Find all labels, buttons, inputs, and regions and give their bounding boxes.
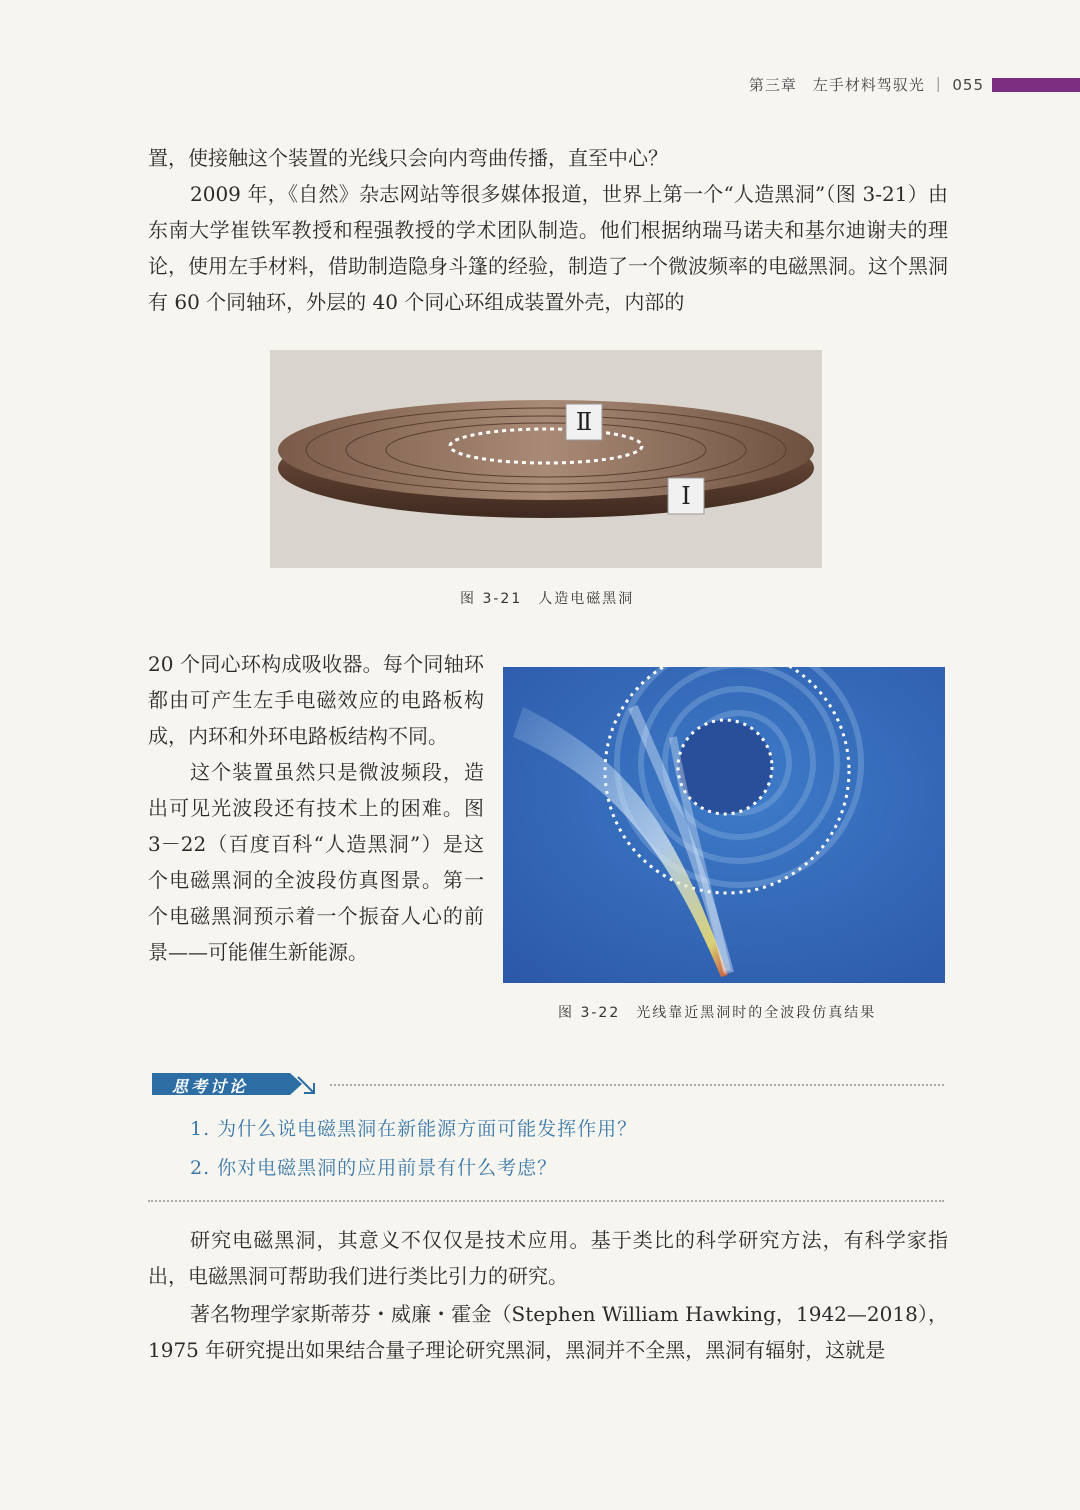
side-text-block <box>148 646 484 970</box>
divider-bottom <box>148 1200 944 1202</box>
paragraph-1: 置，使接触这个装置的光线只会向内弯曲传播，直至中心？ <box>148 146 668 170</box>
figure-3-22-caption: 图 3-22 光线靠近黑洞时的全波段仿真结果 <box>558 1005 877 1021</box>
side-paragraph-1: 20 个同心环构成吸收器。每个同轴环都由可产生左手电磁效应的电路板构成，内环和外环电路板结构不同。 <box>148 652 484 748</box>
figure-3-22-image <box>503 667 945 983</box>
side-paragraph-2: 这个装置虽然只是微波频段，造出可见光波段还有技术上的困难。图 3－22（百度百科“人造黑洞”）是这个电磁黑洞的全波段仿真图景。第一个电磁黑洞预示着一个振奋人心的前景——可能催生新能源。 <box>148 760 484 964</box>
ring-device-illustration <box>270 350 822 568</box>
discussion-title: 思考讨论 <box>172 1077 249 1096</box>
paragraph-3: 研究电磁黑洞，其意义不仅仅是技术应用。基于类比的科学研究方法，有科学家指出，电磁黑洞可帮助我们进行类比引力的研究。 <box>148 1228 948 1288</box>
chapter-title: 第三章 左手材料驾驭光 ｜ 055 <box>748 76 984 94</box>
discussion-tag <box>150 1071 318 1097</box>
label-outer: Ⅰ <box>681 482 691 510</box>
header-accent-bar <box>992 78 1080 92</box>
paragraph-2: 2009 年，《自然》杂志网站等很多媒体报道，世界上第一个“人造黑洞”（图 3-21）由东南大学崔铁军教授和程强教授的学术团队制造。他们根据纳瑞马诺夫和基尔迪谢夫的理论，使用左手材料，借助制造隐身斗篷的经验，制造了一个微波频率的电磁黑洞。这个黑洞有 60 个同轴环，外层的 40 个同心环组成装置外壳，内部的 <box>148 182 948 314</box>
paragraph-4: 著名物理学家斯蒂芬・威廉・霍金（Stephen William Hawking，1942—2018），1975 年研究提出如果结合量子理论研究黑洞，黑洞并不全黑，黑洞有辐射，这就是 <box>148 1302 948 1362</box>
question-2: 2. 你对电磁黑洞的应用前景有什么考虑？ <box>190 1157 558 1179</box>
figure-3-21-image <box>270 350 822 568</box>
black-hole-simulation <box>503 667 945 983</box>
divider-top <box>330 1084 944 1086</box>
question-1: 1. 为什么说电磁黑洞在新能源方面可能发挥作用？ <box>190 1118 638 1140</box>
figure-3-21-caption: 图 3-21 人造电磁黑洞 <box>460 591 635 607</box>
label-inner: Ⅱ <box>575 408 593 436</box>
page-header <box>0 72 1080 100</box>
